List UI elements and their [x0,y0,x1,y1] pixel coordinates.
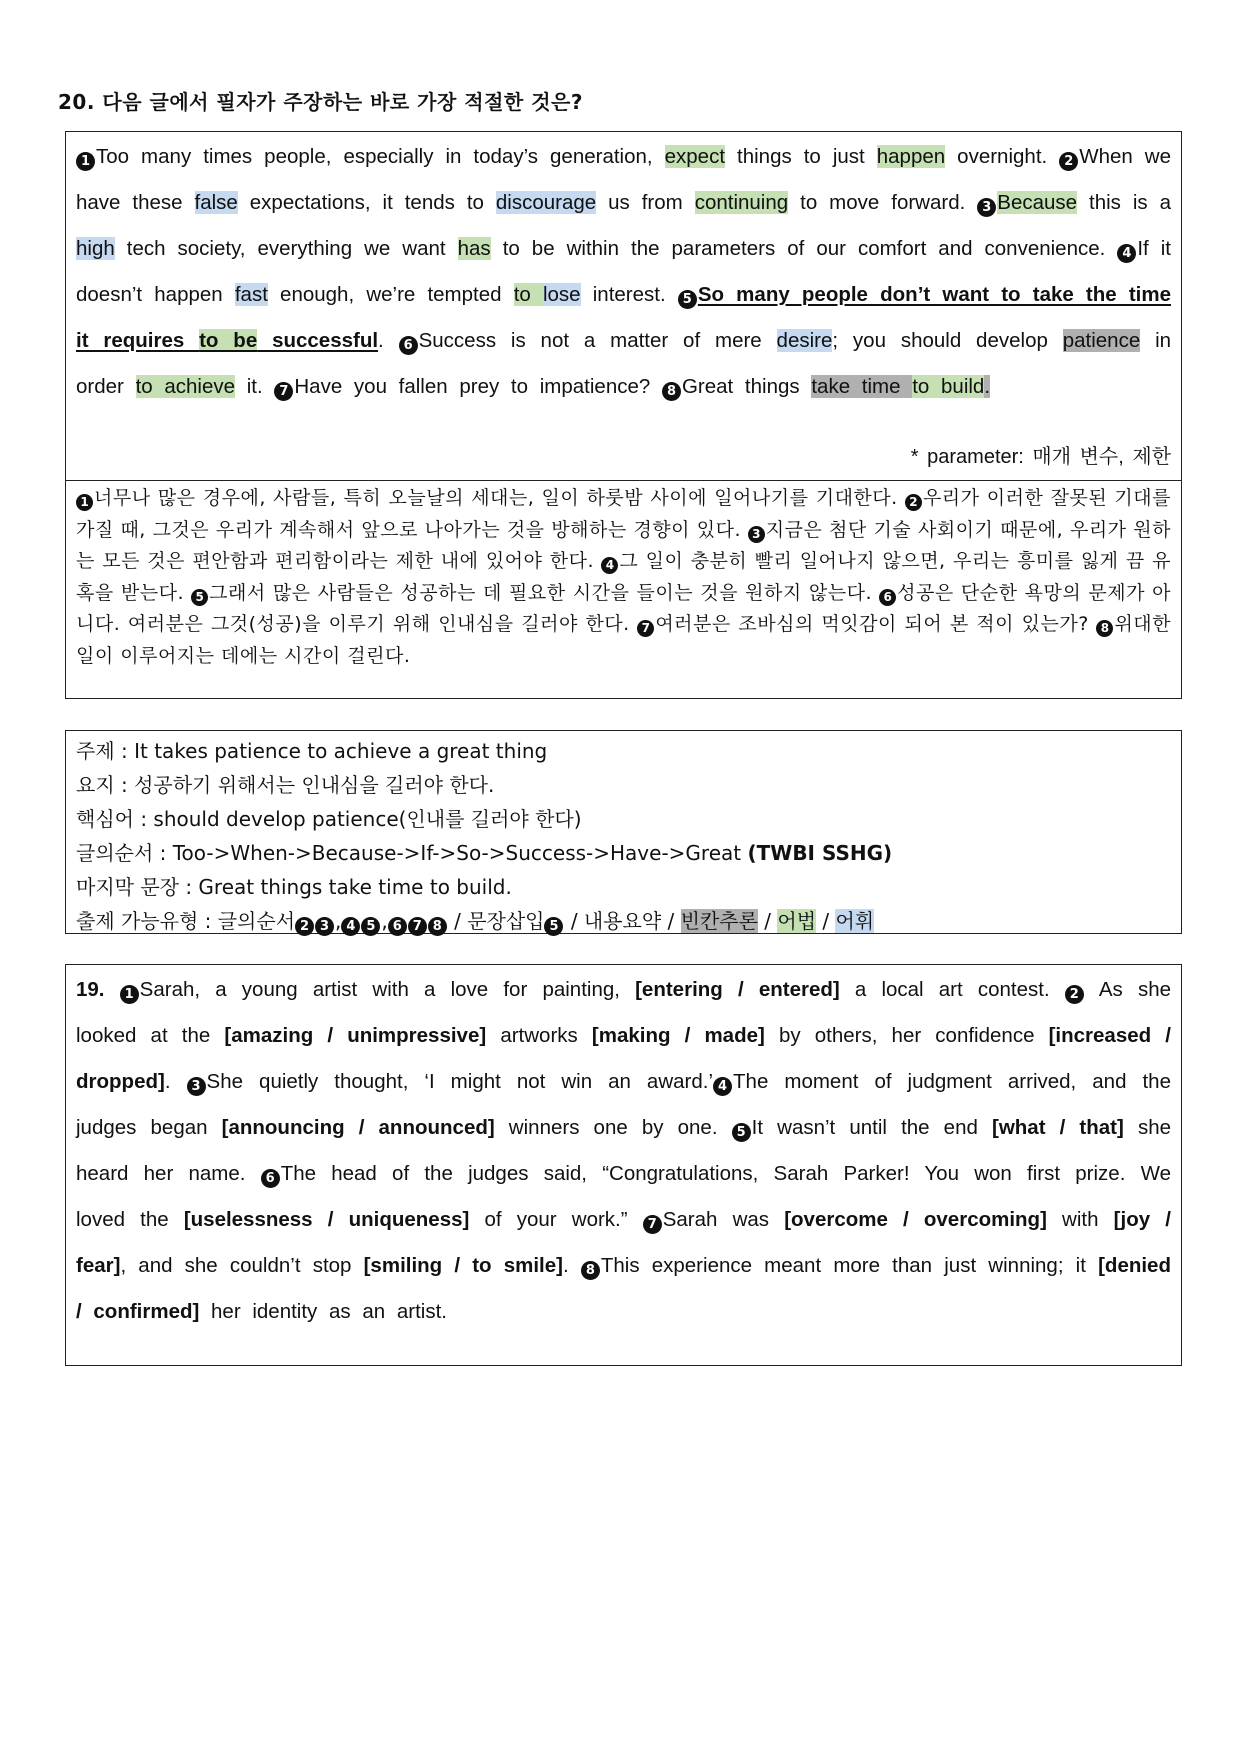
question-20-title: 20. 다음 글에서 필자가 주장하는 바로 가장 적절한 것은? [58,90,583,114]
circled-number-icon: 6 [261,1169,280,1188]
circled-number-icon: 4 [601,557,618,574]
translation-2: 2 우리가 이러한 잘못된 기대를 가질 때, 그것은 우리가 계속해서 앞으로 나아가는 것을 방해하는 경향이 있다. [76,487,1171,541]
highlight-patience: patience [1062,329,1141,352]
circled-number-icon: 2 [1065,985,1084,1004]
choice-bracket: [increased / dropped] [76,1024,1171,1093]
circled-number-icon: 4 [713,1077,732,1096]
highlight-to-achieve: to achieve [135,375,236,398]
question-19-exercise-box [65,964,1182,1366]
sentence-1: 1 Too many times people, especially in today’s generation, expect things to just happen overnight. [76,145,1059,168]
translation-3: 3 지금은 첨단 기술 사회이기 때문에, 우리가 원하는 모든 것은 편안함과 편리함이라는 제한 내에 있어야 한다. [76,518,1171,572]
choice-bracket: [announcing / announced] [221,1116,495,1139]
circled-number-icon: 2 [295,917,314,936]
sentence-6: 6 Success is not a matter of mere desire; you should develop patience in order to achieve it. [76,329,1172,398]
summary-question-types: 출제 가능유형 : 글의순서 2 3 , 4 5 , 6 7 8 / 문장삽입 5 / 내용요약 / 빈칸추론 / 어법 / 어휘 [76,909,875,934]
choice-bracket: [overcome / overcoming] [784,1208,1047,1231]
circled-number-icon: 1 [76,494,93,511]
circled-number-icon: 7 [643,1215,662,1234]
circled-number-icon: 5 [732,1123,751,1142]
circled-number-icon: 3 [187,1077,206,1096]
circled-number-icon: 6 [388,917,407,936]
circled-number-icon: 7 [408,917,427,936]
q19-sentence-8: 8 This experience meant more than just winning; it [denied / confirmed] her identity as an artist. [76,1254,1171,1323]
sentence-4: 4 If it doesn’t happen fast enough, we’re tempted to lose interest. [76,237,1171,306]
circled-number-icon: 1 [76,152,95,171]
highlight-to-be: to be [199,329,258,352]
type-grammar: 어법 [777,909,817,933]
choice-bracket: [what / that] [992,1116,1124,1139]
highlight-happen: happen [876,145,946,168]
circled-number-icon: 6 [879,589,896,606]
choice-bracket: [amazing / unimpressive] [224,1024,487,1047]
translation-6: 6 성공은 단순한 욕망의 문제가 아니다. 여러분은 그것(성공)을 이루기 위해 인내심을 길러야 한다. [76,581,1171,635]
q19-sentence-1: 1 Sarah, a young artist with a love for painting, [entering / entered] a local art contest. [120,978,1065,1001]
english-passage-box [65,131,1182,481]
highlight-continuing: continuing [694,191,789,214]
q19-sentence-4: 4 The moment of judgment arrived, and the judges began [announcing / announced] winners one by one. [76,1070,1171,1139]
circled-number-icon: 5 [191,589,208,606]
choice-bracket: [denied / confirmed] [76,1254,1171,1323]
summary-box [65,730,1182,934]
circled-number-icon: 3 [315,917,334,936]
sentence-2: 2 When we have these false expectations, it tends to discourage us from continuing to move forward. [76,145,1171,214]
korean-translation-box [65,480,1182,699]
highlight-desire: desire [776,329,833,352]
choice-bracket: [entering / entered] [635,978,840,1001]
summary-last-sentence: 마지막 문장 : Great things take time to build. [76,875,512,899]
choice-bracket: [smiling / to smile] [363,1254,563,1277]
summary-order: 글의순서 : Too->When->Because->If->So->Success->Have->Great (TWBI SSHG) [76,841,893,865]
type-vocabulary: 어휘 [835,909,875,933]
circled-number-icon: 5 [544,917,563,936]
type-blank-inference: 빈칸추론 [680,909,758,933]
underlined-key-sentence: So many people don’t want to take the time it requires [76,283,1171,352]
vocabulary-note: * parameter: 매개 변수, 제한 [910,446,1171,468]
circled-number-icon: 8 [1096,620,1113,637]
order-code: (TWBI SSHG) [747,841,893,865]
translation-7: 7 여러분은 조바심의 먹잇감이 되어 본 적이 있는가? [637,613,1096,635]
circled-number-icon: 7 [274,382,293,401]
highlight-lose: lose [542,283,581,306]
highlight-expect: expect [664,145,726,168]
q19-sentence-7: 7 Sarah was [overcome / overcoming] with [joy / fear], and she couldn’t stop [smiling / to smile]. [76,1208,1171,1277]
q19-sentence-6: 6 The head of the judges said, “Congratulations, Sarah Parker! You won first prize. We loved the [uselessness / uniqueness] of your work.” [76,1162,1171,1231]
translation-4: 4 그 일이 충분히 빨리 일어나지 않으면, 우리는 흥미를 잃게 끔 유혹을 받는다. [76,550,1171,604]
circled-number-icon: 4 [1117,244,1136,263]
circled-number-icon: 3 [977,198,996,217]
highlight-to-build: to build [912,375,985,398]
q19-sentence-3: 3 She quietly thought, ‘I might not win an award.’ [187,1070,713,1093]
circled-number-icon: 8 [581,1261,600,1280]
choice-bracket: [joy / fear] [76,1208,1171,1277]
highlight-discourage: discourage [495,191,597,214]
summary-theme: 주제 : It takes patience to achieve a great thing [76,739,548,763]
circled-number-icon: 6 [399,336,418,355]
circled-number-icon: 1 [120,985,139,1004]
highlight-because: Because [997,191,1078,214]
highlight-has: has [457,237,491,260]
circled-number-icon: 5 [678,290,697,309]
choice-bracket: [making / made] [591,1024,765,1047]
circled-number-icon: 5 [361,917,380,936]
highlight-high: high [76,237,115,260]
sentence-3: 3 Because this is a high tech society, everything we want has to be within the parameters of our comfort and convenience. [76,191,1172,260]
translation-1: 1 너무나 많은 경우에, 사람들, 특히 오늘날의 세대는, 일이 하룻밤 사이에 일어나기를 기대한다. [76,487,905,509]
highlight-fast: fast [234,283,268,306]
summary-gist: 요지 : 성공하기 위해서는 인내심을 길러야 한다. [76,773,495,797]
translation-5: 5 그래서 많은 사람들은 성공하는 데 필요한 시간을 들이는 것을 원하지 않는다. [191,582,879,604]
circled-number-icon: 7 [637,620,654,637]
circled-number-icon: 4 [341,917,360,936]
circled-number-icon: 3 [748,526,765,543]
choice-bracket: [uselessness / uniqueness] [183,1208,470,1231]
highlight-take-time: take time [811,375,913,398]
circled-number-icon: 8 [662,382,681,401]
question-19-label: 19. [76,978,120,1001]
sentence-8: 8 Great things take time to build. [662,375,990,398]
translation-8: 8 위대한 일이 이루어지는 데에는 시간이 걸린다. [76,613,1171,667]
sentence-7: 7 Have you fallen prey to impatience? [274,375,662,398]
circled-number-icon: 2 [1059,152,1078,171]
q19-sentence-2: 2 As she looked at the [amazing / unimpressive] artworks [making / made] by others, her confidence [increased / dropped]. [76,978,1171,1093]
summary-keyword: 핵심어 : should develop patience(인내를 길러야 한다) [76,807,582,831]
highlight-to: to [513,283,543,306]
q19-sentence-5: 5 It wasn’t until the end [what / that] she heard her name. [76,1116,1172,1185]
circled-number-icon: 8 [428,917,447,936]
circled-number-icon: 2 [905,494,922,511]
sentence-5-topic: 5 So many people don’t want to take the time it requires to be successful. [76,283,1171,352]
highlight-false: false [194,191,238,214]
